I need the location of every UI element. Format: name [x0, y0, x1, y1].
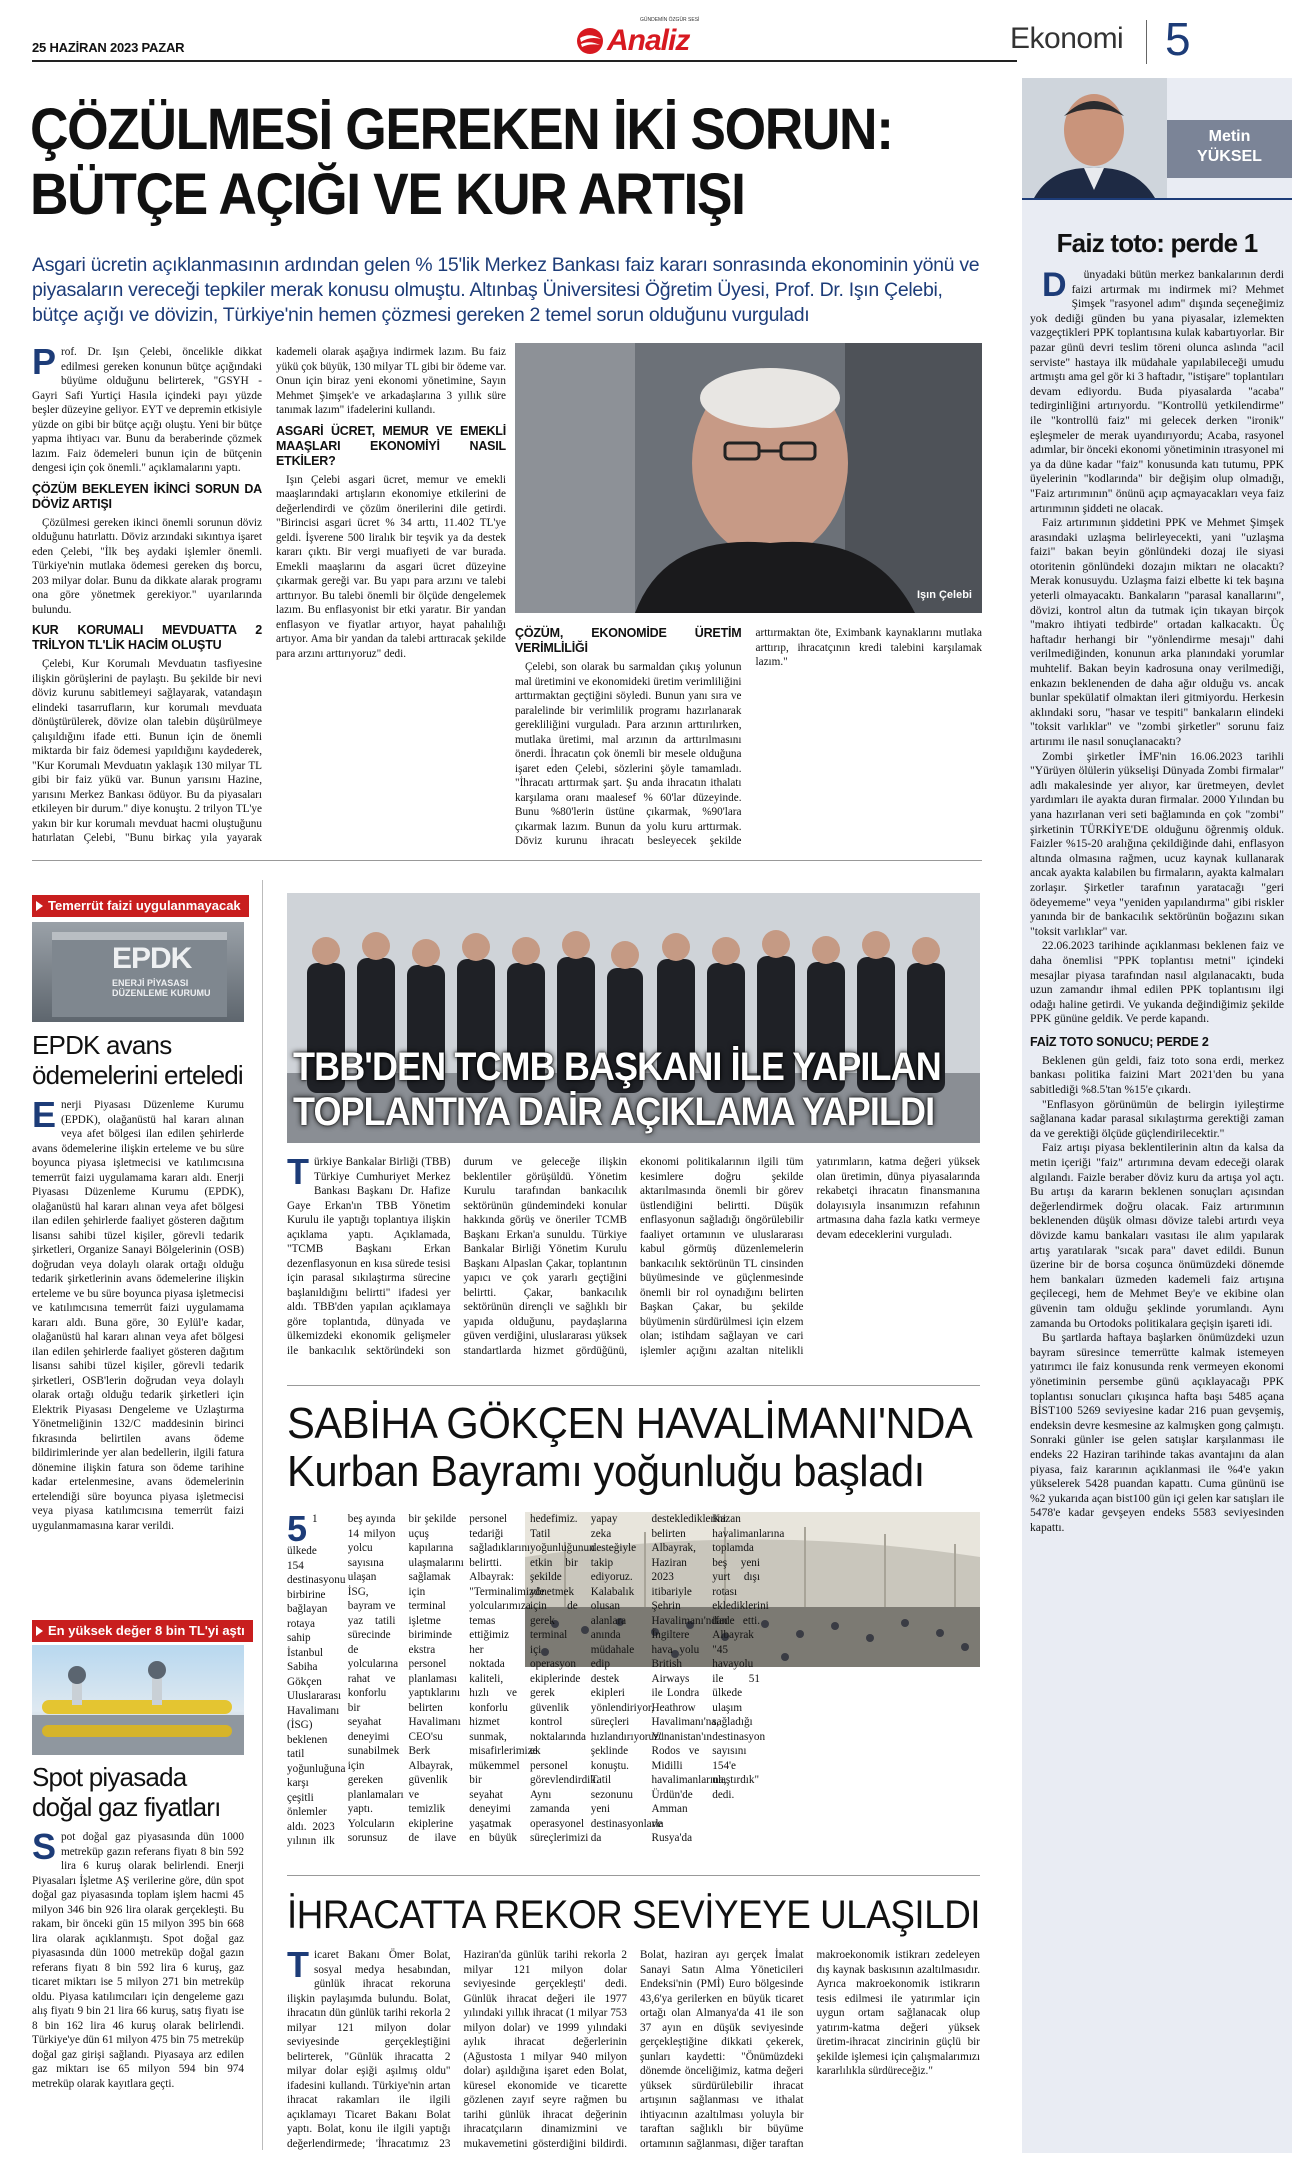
main-article-text: [32, 341, 506, 850]
dropcap-e: E: [32, 1098, 57, 1135]
column-p1: ünyadaki bütün merkez bankalarının derdi faizi artırmak mı indirmek mi? Mehmet Şimşek "rasyonel adım" dışında seçeneğimiz yok dediği günden bu yana piyasalar, izlemekten vazgeçtikleri PPK toplantısına kulak kabartıyorlar. Bir pazar günü devri teslim töreni olunca aslında "acil serviste" hastaya ilk müdahale yapılabileceği umudu artmıştı ama gel gör ki 3 haftadır, "istişare" toplantıları devam ediyordu. Buda piyasalarda "acaba" tedirginliğini artırıyordu. "Kontrollü yetkilendirme" ile "kontrollü faiz" mi gelecek derken "ironik" eşleşmeler de merak uyandırıyordu; Acaba, rasyonel adımlar, bir önceki ekonomi yönetiminin ıtrasyonel mi ya da düne kadar "faiz" konusunda katı tutumu, PPK üyelerinin "kodlarında" bir değişim olup olmadığı, "Faiz artırımının" önünü açıp açmayacakları veya faiz artırımının şiddeti ne olacak.: [1030, 268, 1284, 515]
column-title: Faiz toto: perde 1: [1056, 228, 1258, 258]
epdk-photo-subtext: ENERJİ PİYASASI DÜZENLEME KURUMU: [112, 978, 211, 998]
photo-caption: Işın Çelebi: [916, 589, 972, 601]
column-p5: Beklenen gün geldi, faiz toto sona erdi, merkez bankası politika faizini Mart 2021'den bu yana sabitlediği %8.5'tan %15'e çıkardı.: [1030, 1053, 1284, 1097]
tbb-body-wrap: [287, 1151, 980, 1370]
main-p5: Çelebi, son olarak bu sarmaldan çıkış yolunun mal üretimini ve ekonomideki üretim verimliliğini arttırmaktan geçtiğini söyledi. Bunun yanı sıra ve paralelinde bir verimlilik programı hazırlanarak gerekliliğini vurguladı. Para arzının arttırılırken, mutlaka üretimi, mal arzının da arttırılmasını önerdi. İhracatın çok önemli bir mesele olduğuna işaret eden Çelebi, sözlerini şöyle tamamladı. "İhracatı arttırmak şart. Şu anda ihracatın ithalatı karşılama oranı maalesef % 60'lar düzeyinde. Bunu %80'lerin üstüne çıkarmak, %90'lara çıkarmak lazım. Bunun da yolu kuru arttırmak. Döviz kurunu ihracatı besleyecek şekilde arttırmaktan öte, Eximbank kaynaklarını mutlaka arttırıp, ihracatçının kredi talebini karşılamak lazım.": [515, 627, 982, 847]
gas-pipeline-icon: [32, 1645, 244, 1755]
gas-photo: [32, 1645, 244, 1755]
sabiha-body-wrap: [287, 1512, 980, 1857]
header-rule: [32, 60, 1017, 62]
gas-tag: En yüksek değer 8 bin TL'yi aştı: [32, 1620, 253, 1642]
page-number: 5: [1165, 13, 1191, 65]
section-name: Ekonomi: [1010, 22, 1124, 55]
author-photo: [1022, 78, 1167, 198]
epdk-tag: Temerrüt faizi uygulanmayacak: [32, 895, 249, 917]
column-p6: "Enflasyon görünümün de belirgin iyileştirme sağlanana kadar parasal sıkılaştırma gerektiği zaman da ve gerektiği ölçüde güçlendirilecektir.": [1030, 1097, 1284, 1140]
epdk-body-wrap: [32, 1098, 244, 1598]
main-subhead-2: KUR KORUMALI MEVDUATTA 2 TRİLYON TL'LİK HACİM OLUŞTU: [32, 623, 262, 652]
author-first-name: Metin: [1208, 128, 1251, 145]
dropcap-5: 5: [287, 1512, 308, 1549]
epdk-photo: [32, 922, 244, 1022]
main-headline-line2: BÜTÇE AÇIĞI VE KUR ARTIŞI: [30, 162, 745, 227]
main-subhead-3: ASGARİ ÜCRET, MEMUR VE EMEKLİ MAAŞLARI EKONOMİYİ NASIL ETKİLER?: [276, 423, 506, 468]
main-subhead-4: ÇÖZÜM, EKONOMİDE ÜRETİM VERİMLİLİĞİ: [515, 626, 742, 655]
author-last-name: YÜKSEL: [1197, 148, 1262, 165]
column-subhead: FAİZ TOTO SONUCU; PERDE 2: [1030, 1034, 1209, 1049]
column-p3: Zombi şirketler İMF'nin 16.06.2023 tarihli "Yürüyen ölülerin yükselişi Dünyada Zombi firmalar" adlı makalesinde yer alıyor, kar üretmeyen, devlet yardımları ile ayakta duran firmalar. 2000 Yılından bu yana hazırlanan veri seti bağlamında en çok "zombi" şirketinin TÜRKİYE'DE olduğunu öğrenmiş olduk. Faizler %15-20 aralığına çekildiğinde dahi, enflasyon altında olmasına rağmen, ucuz kaynak kullanarak ancak ayakta kalabilen bu firmaların, ayakta kalmaları zorlaşır. Şirketler tarafının yaratacağı "geri ödeyememe" veya "yeniden yapılandırma" gibi riskler yanında bir de bankacılık sektörünün boğazını sıkan "toksit varlıklar" var.: [1030, 749, 1284, 938]
sabiha-body: 1 ülkede 154 destinasyonu birbirine bağlayan rotaya sahip İstanbul Sabiha Gökçen Uluslararası Havalimanı (İSG) beklenen tatil yoğunluğuna karşı çeşitli önlemler aldı. 2023 yılının ilk beş ayında 14 milyon yolcu sayısına ulaşan İSG, bayram ve yaz tatili sürecinde de yolcularına rahat ve konforlu bir seyahat deneyimi sunabilmek için gereken planlamaları yaptı. Yolcuların sorunsuz bir şekilde uçuş kapılarına ulaşmalarını sağlamak için terminal işletme biriminde ekstra personel planlaması yaptıklarını belirten Havalimanı CEO'su Berk Albayrak, güvenlik ve temizlik ekiplerine de ilave personel tedariği sağladıklarını belirtti. Albayrak: "Terminalimizde yolcularımıza temas ettiğimiz her noktada kaliteli, hızlı ve konforlu hizmet sunmak, misafirlerimize mükemmel bir seyahat deneyimi yaşatmak en büyük hedefimiz. Tatil yoğunluğunun etkin bir şekilde yönetmek için de gerek terminal içi operasyon ekiplerinde gerek güvenlik kontrol noktalarında ek personel görevlendirdik. Aynı zamanda operasyonel süreçlerimizi yapay zeka desteğiyle takip ediyoruz. Kalabalık olusan alanlara anında müdahale edip destek ekipleri yönlendiriyor, süreçleri hızlandırıyoruz" şeklinde konuştu. Tatil sezonunu yeni destinasyonlarla da desteklediklerini belirten Albayrak, Haziran 2023 itibariyle Şehrin Havalimanı'ndan İngiltere hava yolu British Airways ile Londra Heathrow Havalimanı'na, Yunanistan'ın Rodos ve Midilli havalimanlarına, Ürdün'de Amman ve Rusya'da Kazan havalimanlarına toplamda beş yeni yurt dışı rotası eklediklerini ifade etti. Albayrak "45 havayolu ile 51 ülkede ulaşım sağladığı destinasyon sayısını 154'e ulaştırdık" dedi.: [287, 1513, 785, 1847]
gas-body-wrap: [32, 1830, 244, 2155]
main-p3: Çelebi, Kur Korumalı Mevduatın tasfiyesine ilişkin görüşlerini de paylaştı. Bu şekilde bir nevi döviz kurunu sabitlemeyi sağlayarak, vatandaşın elindeki tasarrufların, kur korumalı mevduata dönüştürülerek, dövize olan talebin düşürülmeye çalışıldığını ifade etti. Bunun için de önemli miktarda bir faiz ödemesi yapıldığını kaydederek, "Kur Korumalı Mevduatın yaklaşık 130 milyar TL gibi bir faiz yükü var. Bunun yarısını Hazine, yarısını Merkez Bankası ödüyor. Bu da piyasaları etkileyen bir durum." diye konuştu. 2 trilyon TL'ye yakın bir kur korumalı mevduat hacmi oluştuğunu hatırlatan Çelebi, "Bunu birkaç yıla yayarak kademeli olarak aşağıya indirmek lazım. Bu faiz yükü çok büyük, 130 milyar TL gibi bir ödeme var. Onun için biraz yeni ekonomi yönetiminе, Sayın Mehmet Şimşek'e ve arkadaşlarına 3 yıllık süre tanımak lazım" ifadelerini kullandı.: [32, 346, 506, 844]
column-p7: Faiz artışı piyasa beklentilerinin altın da kalsa da metin içeriği "faiz" artırımına devam edeceği olarak algılandı. Faizle berabеr döviz kuru da artışa yol açtı. Bu artışı da kararın beklenen sonuçları açısından değerlendirmek doğru olacak. Faiz artırımının beklenenden düşük olması dövize talebi artırdı veya dövizde kamu bankaları vasıtası ile alım yapılarak artış yaratılarak "sıcak para" davet edildi. Bunun üzerine bir de borsa coşunca önümüzdeki dönemde hem bankaları üzmeden kademeli faiz artışına geçilecegi, hem de Mehmet Bey'e ve ekibine olan güvenin tam olduğu şeklinde yorumlandı. Aynı zamanda bu Ortodoks politikalara geçişin işareti idi.: [1030, 1141, 1284, 1330]
dropcap-t-ihracat: T: [287, 1948, 309, 1985]
dropcap-t-tbb: T: [287, 1151, 309, 1192]
main-subhead-1: ÇÖZÜM BEKLEYEN İKİNCİ SORUN DA DÖVİZ ARTIŞI: [32, 481, 262, 511]
gas-title: Spot piyasada doğal gaz fiyatları: [32, 1762, 221, 1822]
logo-swirl-icon: [575, 26, 605, 56]
sabiha-headline-line2: Kurban Bayramı yoğunluğu başladı: [287, 1447, 925, 1496]
tbb-headline-line1: TBB'DEN TCMB BAŞKANI İLE YAPILAN: [293, 1045, 941, 1089]
dropcap-d: D: [1042, 268, 1067, 304]
left-column-rule: [262, 880, 263, 2150]
logo-text: Analiz: [607, 24, 690, 57]
column-p2: Faiz artırımının şiddetini PPK ve Mehmet Şimşek arasındaki uzlaşma belirleyecekti, yani "uzlaşma faizi" bakan beyin gönlündeki dozaj ile siyasi otoritenin gönlündeki dozajın miktarı ne olacaktı? Merak konusuydu. Uzlaşma faizi elbette ki tek başına yeterli olmayacaktı. Bankaların "parasal kanallarını", dövizi, kontrol altın da tutmak için tıkayan birçok "makro ihtiyati tedbirde" ortadan kalkacaktı. Üç haftadır herhangi bir "yönlendirme mesajı" dahi verilmediğinden, konunun arka planındaki yorumlar muhtelif. Bakan beyin kadrosuna onay verilmediği, enkazın beklenenden de daha ağır olduğu vs. ancak bunlar spekülatif olmaktan ileri gitmiyordu. Herkesin aklındaki soru, "hasar ve tespiti" bankaların elindeki "toksit varlıklar" ve "zombi şirketler" sorunu faiz artırımı ile nasıl sonuçlanacaktı?: [1030, 516, 1284, 748]
main-photo-isin-celebi: [515, 343, 982, 613]
column-p4: 22.06.2023 tarihinde açıklanması beklenen faiz ve daha önemlisi "PPK toplantısı metni" içindeki mesajlar piyasa tarafından nasıl algılanacaktı, buda uzun zamandır ihmal edilen PPK toplantısını ilgi odağı haline getirdi. Ve yukanda değindiğimiz şekilde PPK gününe geldik. Ve perde kapandı.: [1030, 939, 1284, 1026]
author-portrait-icon: [1022, 78, 1167, 198]
tbb-body: ürkiye Bankalar Birliği (TBB) Türkiye Cumhuriyet Merkez Bankası Başkanı Dr. Hafize Gaye Erkan'ın TBB Yönetim Kurulu ile yaptığı toplantıya ilişkin açıklama yaptı. Açıklamada, "TCMB Başkanı Erkan dezenflasyonun en kısa sürede tesisi için parasal sıkılaştırma sürecine başlanıldığını belirtti" ifadesi yer aldı. TBB'den yapılan açıklamaya göre toplantıda, dünyada ve ülkemizdeki ekonomik gelişmeler ile bankacılık sektöründeki son durum ve geleceğe ilişkin beklentiler görüşüldü. Yönetim Kurulu tarafından bankacılık sektörünün gündemindeki konular hakkında görüş ve öneriler TCMB Başkanı Erkan'a sunuldu. Türkiye Bankalar Birliği Yönetim Kurulu Başkanı Alpaslan Çakar, toplantının yapıcı ve çok yararlı geçtiğini belirtti. Çakar, bankacılık sektörünün dirençli ve sağlıklı bir yapıda olduğunu, paydaşlarına güven verdiğini, uluslararası yüksek standartlarda hizmet gördüğünü, ekonomi politikalarının ilgili tüm kesimlere doğru şekilde aktarılmasında önemli bir görev üstlendiğini belirtti. Düşük enflasyonun sağladığı öngörülebilir faaliyet ortamının ve uluslararası kabul görmüş düzenlemelerin bankacılık sektörünün TL cinsinden büyümesinde ve güçlenmesinde önemli bir rol oynadığını belirten Başkan Çakar, bu şekilde büyümenin sürdürülmesi için elzem olan; istihdam sağlayan ve cari işlemler açığını azaltan nitelikli yatırımların, katma değeri yüksek olan üretimin, dünya piyasalarında rekabetçi ihracatın finansmanına dolayısıyla insanımızın refahının artmasına daha fazla katkı vermeye devam edeceklerini vurguladı.: [287, 1156, 980, 1357]
main-p1: rof. Dr. Işın Çelebi, öncelikle dikkat edilmesi gereken konunun bütçe açığındaki büyüme olduğunu belirterek, "GSYH - Gayri Safi Yurtiçi Hasıla içindeki payı yüzde beşler düzeyine geliyor. EYT ve depremin etkisiyle yüzde on gibi bir bütçe açığı oluştu. Yeni bir bütçe yapma ihtiyacı var. Bunu da beraberinde çözmek lazım. Faiz ödemeleri bunun için de bütçenin dengesi için çok önemli." açıklamalarını yaptı.: [32, 346, 262, 474]
column-title-rule: [1022, 198, 1292, 200]
ihracat-body-wrap: [287, 1948, 980, 2153]
main-p2: Çözülmesi gereken ikinci önemli sorunun döviz olduğunu hatırlattı. Döviz arzındaki sıkıntıya işaret eden Çelebi, "İlk beş aydaki işlemler önemli. Türkiye'nin mutlaka ödemesi gereken dış borcu, 203 milyar dolar. Bunu da dikkate alarak programı ona göre yönetmek gerekiyor." uyarılarında bulundu.: [32, 516, 262, 616]
logo-tagline: GÜNDEMİN ÖZGÜR SESİ: [640, 17, 700, 23]
portrait-figure-icon: [515, 343, 982, 613]
column-p8: Bu şartlarda haftaya başlarken önümüzdeki uzun bayram süresince temerrütte kalmak istemeyen yatırımcı ile faiz konusunda renk vermeyen ekonomi yönetiminin persembe günü açıklayacağı PPK toplantısı sonucları çıkışınca hafta başı 5485 açana BİST100 5269 seviyesine kadar 216 puan gevşemiş, endeksin devre kesmesine az kalmışken gong çalmıştı. Sonraki günler ise gelen satışlar karşılanması ile endeks 22 Haziran tarihinde takas avantajını da alan piyasa, faiz kararının açıklanmasi ile %4'e yakın yükselerek 5428 puandan kapattı. Cuma gününü ise %2 yukarıda açan bist100 gün içi gelen kar satışları ile 5478'e kadar gevşeyen endeks 5583 seviyesinden kapattı.: [1030, 1331, 1284, 1534]
epdk-photo-text: EPDK: [112, 942, 192, 975]
ihracat-headline: İHRACATTA REKOR SEVİYEYE ULAŞILDI: [287, 1893, 981, 1937]
epdk-body: nerji Piyasası Düzenleme Kurumu (EPDK), olağanüstü hal kararı alınan veya afet bölgesi ilan edilen şehirlerde avans ödemelerine ilişkin erteleme ve bu süre boyunca piyasa işletmecisi ve katılımcısına temerrüt faizi uygulamama kararı aldı. Enerji Piyasası Düzenleme Kurumu (EPDK), olağanüstü hal kararı alınan veya afet bölgesi ilan edilen şehirlerde faaliyet gösteren dağıtım lisansı sahibi tüzel kişiler, görevli tedarik şirketleri, Organize Sanayi Bölgelerinin (OSB) doğrudan veya dolaylı olarak ortağı olduğu tedarik şirketlerinin avans ödemelerine ilişkin erteleme ve bu süre boyunca piyasa işletmecisi ve katılımcısına temerrüt faizi uygulamama kararı aldı. Buna göre, 30 Eylül'e kadar, olağanüstü hal kararı alınan veya afet bölgesi ilan edilen şehirlerde faaliyet gösteren dağıtım lisansı sahibi tüzel kişiler, görevli tedarik şirketleri, OSB'lerin doğrudan veya dolaylı olarak ortağı olduğu tedarik şirketleri için Elektrik Piyasası Dengeleme ve Uzlaştırma Yönetmeliğinin 132/C maddesinin birinci fıkrasında belirtilen avans ödeme bildirimlerinde yer alan bedellerin, ilgili fatura dönemine ilişkin fatura son ödeme tarihine kadar ertelenmesine, avans ödemelerinin ertelendiği süre boyunca piyasa işletmecisi veya piyasa katılımcısına temerrüt faizi uygulanmamasına karar verildi.: [32, 1099, 244, 1532]
section-divider: [1146, 20, 1147, 64]
dropcap-p: P: [32, 341, 57, 382]
dropcap-s: S: [32, 1830, 57, 1867]
header-date: 25 HAZİRAN 2023 PAZAR: [32, 40, 185, 55]
sabiha-section-rule: [287, 1875, 980, 1876]
tbb-headline-line2: TOPLANTIYA DAİR AÇIKLAMA YAPILDI: [293, 1090, 935, 1134]
masthead-logo[interactable]: [575, 26, 760, 56]
epdk-title: EPDK avans ödemelerini erteledi: [32, 1030, 243, 1090]
gas-body: pot doğal gaz piyasasında dün 1000 metreküp gazın referans fiyatı 8 bin 592 lira 6 kuruş olarak belirlendi. Enerji Piyasaları İşletme AŞ verilerine göre, dün spot doğal gaz piyasasında toplam işlem hacmi 45 milyon 346 bin 926 lira olarak gerçekleşti. Bu rakam, bir önceki gün 15 milyon 395 bin 668 lira olarak açıklanmıştı. Spot doğal gaz piyasasında dün 1000 metreküp doğal gazın referans fiyatı 8 bin 592 lira 6 kuruş, gaz ticaret miktarı ise 5 milyon 271 bin metreküp oldu. Piyasa katılımcıları için dengeleme gazı alış fiyatı 9 bin 21 lira 66 kuruş, satış fiyatı ise 8 bin 162 lira 46 kuruş olarak belirlendi. Türkiye'ye dün 61 milyon 475 bin 75 metreküp doğal gaz girişi sağlandı. Piyasaya arz edilen gaz miktarı ise 65 milyon 594 bin 974 metreküp olarak kayıtlara geçti.: [32, 1831, 244, 2090]
column-body: [1030, 268, 1284, 2148]
main-article-text-right: [515, 626, 982, 851]
main-lead: Asgari ücretin açıklanmasının ardından gelen % 15'lik Merkez Bankası faiz kararı sonrasında ekonominin yönü ve piyasaların vereceği tepkiler merak konusu olmuştu. Altınbaş Üniversitesi Öğretim Üyesi, Prof. Dr. Işın Çelebi, bütçe açığı ve dövizin, Türkiye'nin hemen çözmesi gereken 2 temel sorun olduğunu vurguladı: [32, 254, 980, 326]
tbb-section-rule: [287, 1385, 980, 1386]
tbb-group-photo: [287, 893, 980, 1143]
main-headline-line1: ÇÖZÜLMESİ GEREKEN İKİ SORUN:: [30, 97, 893, 162]
ihracat-body: icaret Bakanı Ömer Bolat, sosyal medya hesabından, günlük ihracat rekoruna ilişkin paylaşımda bulundu. Bolat, ihracatın dün günlük tarihi rekorla 2 milyar 121 milyon dolar seviyesinde gerçekleştiğini belirterek, "Günlük ihracatta 2 milyar dolar eşiği aşılmış oldu" ifadesini kullandı. Türkiye'nin artan ihracat rakamları ile ilgili açıklamayı Ticaret Bakanı Bolat yaptı. Bolat, konu ile ilgili yaptığı değerlendirmede; 'İhracatımız 23 Haziran'da günlük tarihi rekorla 2 milyar 121 milyon dolar seviyesinde gerçekleşti' dedi. Günlük ihracat değeri ile 1977 yılındaki yıllık ihracat (1 milyar 753 milyon dolar) ve 1999 yılındaki aylık ihracat değerlerinin (Ağustosta 1 milyar 940 milyon dolar) aşıldığına işaret eden Bolat, küresel ekonomide ve ticarette gözlenen zayıf seyre rağmen bu tarihi günlük ihracat değerinin ihracatçıların dinamizmini ve mukavemetini gösterdiğini bildirdi. Bolat, haziran ayı gerçek İmalat Sanayi Satın Alma Yöneticileri Endeksi'nin (PMİ) Euro bölgesinde 43,6'ya gerilerken en büyük ticaret ortağı olan Almanya'da 41 ile son 37 ayın en düşük seviyesinde gerçekleştiğine dikkati çekerek, şunları kaydetti: "Önümüzdeki dönemde önceliğimiz, katma değeri yüksek sürdürülebilir ihracat artışının sağlanması ve ithalat ihtiyacının azaltılması yoluyla bir taraftan sağlıklı bir büyüme ortamının sağlanması, diğer taraftan makroekonomik istikrarı zedeleyen dış kaynak baskısının azaltılmasıdır. Ayrıca makroekonomik istikrarın tesis edilmesi ile yatırımlar için uygun ortam sağlanacak olup yatırım-katma değeri yüksek üretim-ihracat zincirinin güçlü bir şekilde işlemesi için çalışmalarımızı kararlılıkla sürdüreceğiz.": [287, 1949, 980, 2150]
sabiha-headline-line1: SABİHA GÖKÇEN HAVALİMANI'NDA: [287, 1399, 973, 1448]
main-p4: Işın Çelebi asgari ücret, memur ve emekli maaşlarındaki artışların ekonomiye etkilerini de değerlendirdi ve çözüm önerilerini dile getirdi. "Birincisi asgari ücret % 34 arttı, 11.402 TL'ye geldi. İşverene 500 liralık bir teşvik ya da destek kararı çıktı. Bir vergi muafiyeti de var burada. Emekli maaşlarını da asgari ücret düzeyine çıkarmak gereği var. Bu yapı para arzını ve talebi arttırıyor. Bu talebi önemli bir ölçüde dengelemek lazım. Bu enflasyonist bir etki yaratır. Bir yandan enflasyon ve fiyatlar artıyor, hayat pahalılığı artıyor. Ama bir yandan da talebi arttıracak şekilde para arzını arttırıyoruz" dedi.: [276, 473, 506, 660]
main-section-rule: [32, 860, 982, 861]
